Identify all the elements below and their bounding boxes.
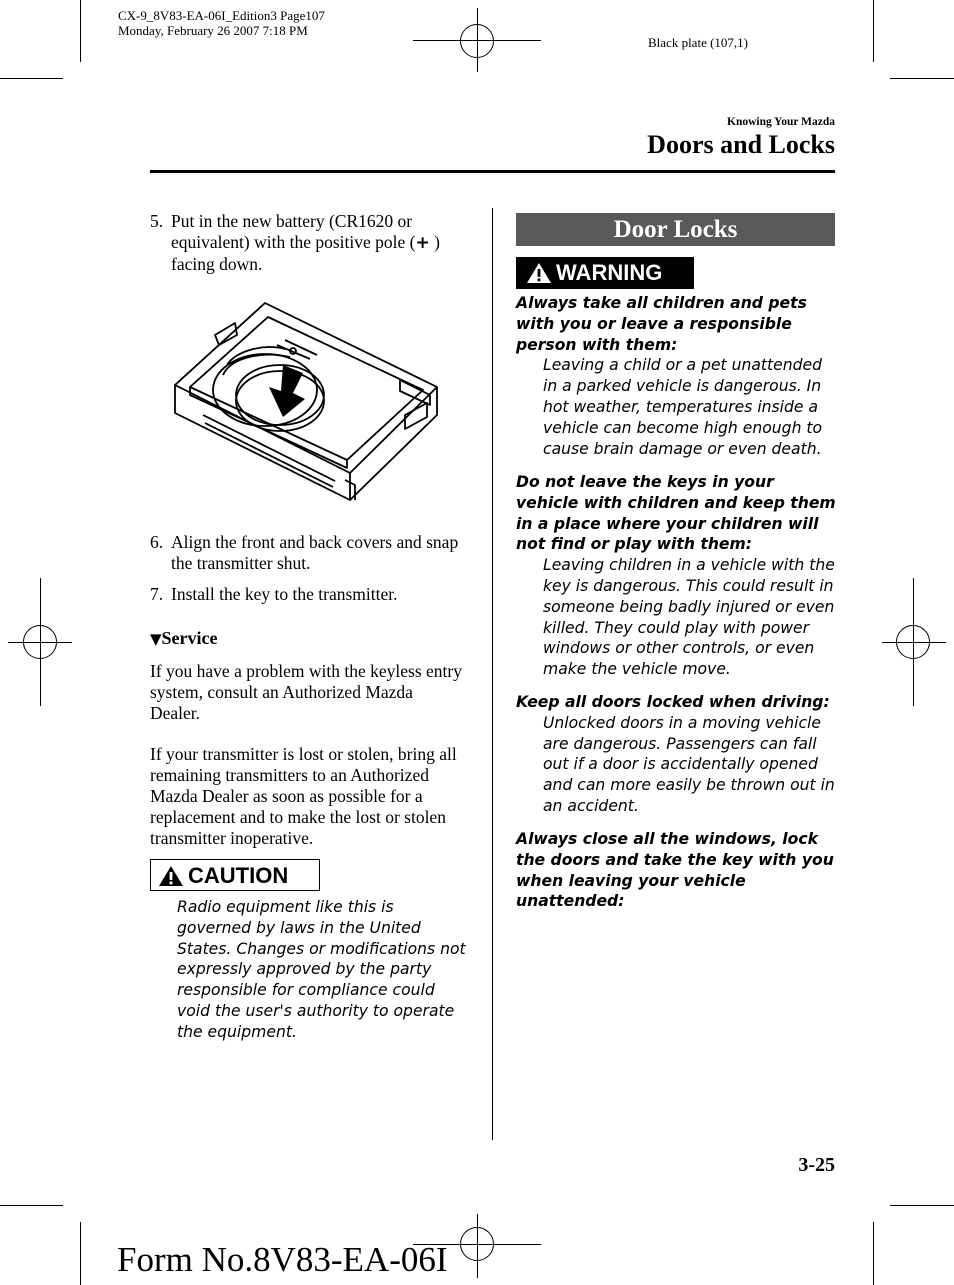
- step-6-number: 6.: [150, 532, 164, 552]
- warning-item-1: [516, 293, 836, 459]
- warning-item-2-text: Leaving children in a vehicle with the key is dangerous. This could result in someone being badly injured or even killed. They could play with power windows or other controls, or even make the vehicle move.: [543, 556, 835, 679]
- print-info-line2: Monday, February 26 2007 7:18 PM: [118, 23, 308, 38]
- service-paragraph-1: If you have a problem with the keyless entry system, consult an Authorized Mazda Dealer.: [150, 661, 462, 723]
- caution-label-text: CAUTION: [188, 863, 289, 888]
- step-5-text-b: ) facing down.: [171, 232, 440, 274]
- step-5: [150, 211, 460, 275]
- warning-item-3-heading: Keep all doors locked when driving:: [516, 693, 830, 711]
- section-label: Knowing Your Mazda: [727, 116, 835, 128]
- step-7: [150, 584, 460, 605]
- warning-item-1-heading: Always take all children and pets with you or leave a responsible person with them:: [516, 294, 807, 354]
- column-divider: [492, 208, 493, 1140]
- caution-text: Radio equipment like this is governed by laws in the United States. Changes or modifications not expressly approved by the party responsible for compliance could void the user's authority to operate the equipment.: [177, 898, 466, 1041]
- service-heading: [150, 627, 218, 650]
- header-rule: [150, 170, 835, 173]
- plate-label: Black plate (107,1): [648, 35, 748, 50]
- caution-label: [150, 859, 320, 891]
- warning-label: [516, 257, 694, 289]
- service-paragraph-2: If your transmitter is lost or stolen, bring all remaining transmitters to an Authorized Mazda Dealer as soon as possible for a replacement and to make the lost or stolen transmitter inoperative.: [150, 744, 457, 848]
- page-number: 3-25: [798, 1154, 835, 1176]
- form-number: Form No.8V83-EA-06I: [117, 1240, 448, 1279]
- warning-item-4: [516, 829, 836, 912]
- exclamation-triangle-icon: [526, 262, 552, 284]
- warning-item-4-heading: Always close all the windows, lock the doors and take the key with you when leaving your vehicle unattended:: [516, 830, 834, 911]
- plus-icon: +: [415, 233, 430, 253]
- warning-item-3: [516, 692, 836, 817]
- warning-item-3-text: Unlocked doors in a moving vehicle are dangerous. Passengers can fall out if a door is accidentally opened and can more easily be thrown out in an accident.: [543, 713, 835, 815]
- step-7-number: 7.: [150, 584, 164, 604]
- warning-item-2-heading: Do not leave the keys in your vehicle with children and keep them in a place where your children will not find or play with them:: [516, 473, 836, 554]
- warning-item-1-text: Leaving a child or a pet unattended in a parked vehicle is dangerous. In hot weather, temperatures inside a vehicle can become high enough to cause brain damage or even death.: [543, 356, 823, 458]
- step-5-number: 5.: [150, 211, 164, 231]
- door-locks-section-bar: [516, 213, 835, 246]
- page-title: Doors and Locks: [647, 130, 835, 159]
- service-heading-text: Service: [161, 628, 218, 648]
- print-info-line1: CX-9_8V83-EA-06I_Edition3 Page107: [118, 8, 325, 23]
- warning-item-2: [516, 472, 836, 680]
- triangle-down-icon: ▼: [150, 630, 162, 648]
- battery-tray-illustration: [165, 295, 450, 510]
- step-5-text-a: Put in the new battery (CR1620 or equivalent) with the positive pole (: [171, 211, 416, 252]
- warning-label-text: WARNING: [556, 260, 663, 285]
- step-6: [150, 532, 460, 574]
- step-6-text: Align the front and back covers and snap the transmitter shut.: [171, 532, 459, 573]
- door-locks-title: Door Locks: [613, 216, 738, 243]
- exclamation-triangle-icon: [158, 865, 184, 887]
- step-7-text: Install the key to the transmitter.: [171, 584, 398, 604]
